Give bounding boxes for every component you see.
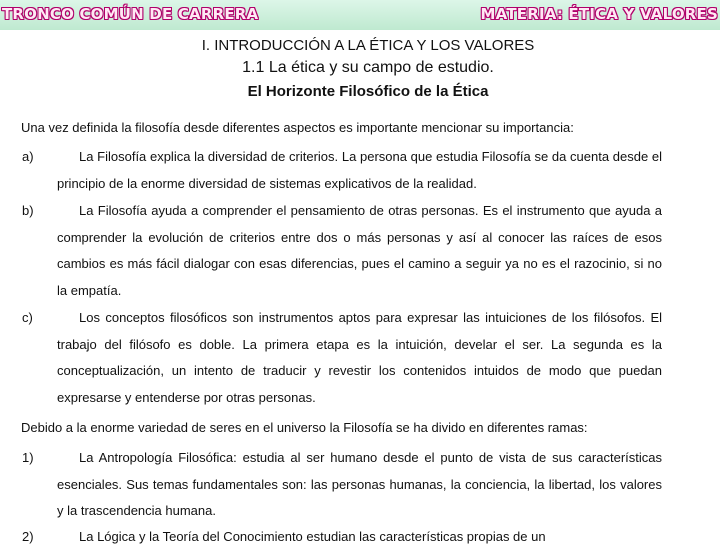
unit-title: I. INTRODUCCIÓN A LA ÉTICA Y LOS VALORES <box>201 37 535 54</box>
list-marker: 2) <box>22 529 34 544</box>
list-marker: c) <box>22 310 33 325</box>
list-item-1 <box>22 445 662 525</box>
list-item-c <box>22 305 662 411</box>
branches-paragraph: Debido a la enorme variedad de seres en el universo la Filosofía se ha divido en diferentes ramas: <box>21 420 588 435</box>
course-banner: TRONCO COMÚN DE CARRERA <box>2 5 259 23</box>
title-block <box>0 36 720 103</box>
subject-banner: MATERIA: ÉTICA Y VALORES <box>480 5 718 23</box>
list-item-text: Los conceptos filosóficos son instrumentos aptos para expresar las intuiciones de los filósofos. El trabajo del filósofo es doble. La primera etapa es la intuición, develar el ser. La segunda es la conceptualización, un intento de traducir y revestir los contenidos intuidos de modo que puedan expresarse y entenderse por otras personas. <box>57 310 662 405</box>
list-item-text: La Antropología Filosófica: estudia al ser humano desde el punto de vista de sus características esenciales. Sus temas fundamentales son: las personas humanas, la conciencia, la libertad, los valores y la trascendencia humana. <box>57 450 662 518</box>
topic-title: El Horizonte Filosófico de la Ética <box>247 83 489 100</box>
list-marker: 1) <box>22 450 34 465</box>
list-item-text: La Lógica y la Teoría del Conocimiento estudian las características propias de un <box>79 529 546 544</box>
list-item-b <box>22 198 662 304</box>
intro-paragraph: Una vez definida la filosofía desde diferentes aspectos es importante mencionar su importancia: <box>21 120 574 135</box>
list-item-text: La Filosofía explica la diversidad de criterios. La persona que estudia Filosofía se da cuenta desde el principio de la enorme diversidad de sistemas explicativos de la realidad. <box>57 149 662 191</box>
section-title: 1.1 La ética y su campo de estudio. <box>242 59 494 76</box>
header-banner <box>0 0 720 30</box>
list-item-text: La Filosofía ayuda a comprender el pensamiento de otras personas. Es el instrumento que ayuda a comprender la evolución de criterios entre dos o más personas y así al conocer las raíces de esos cambios es más fácil dialogar con esas diferencias, pues el camino a seguir ya no es el razocinio, si no la empatía. <box>57 203 662 298</box>
list-item-2 <box>22 524 662 551</box>
list-item-a <box>22 144 662 197</box>
list-marker: a) <box>22 149 34 164</box>
list-marker: b) <box>22 203 34 218</box>
